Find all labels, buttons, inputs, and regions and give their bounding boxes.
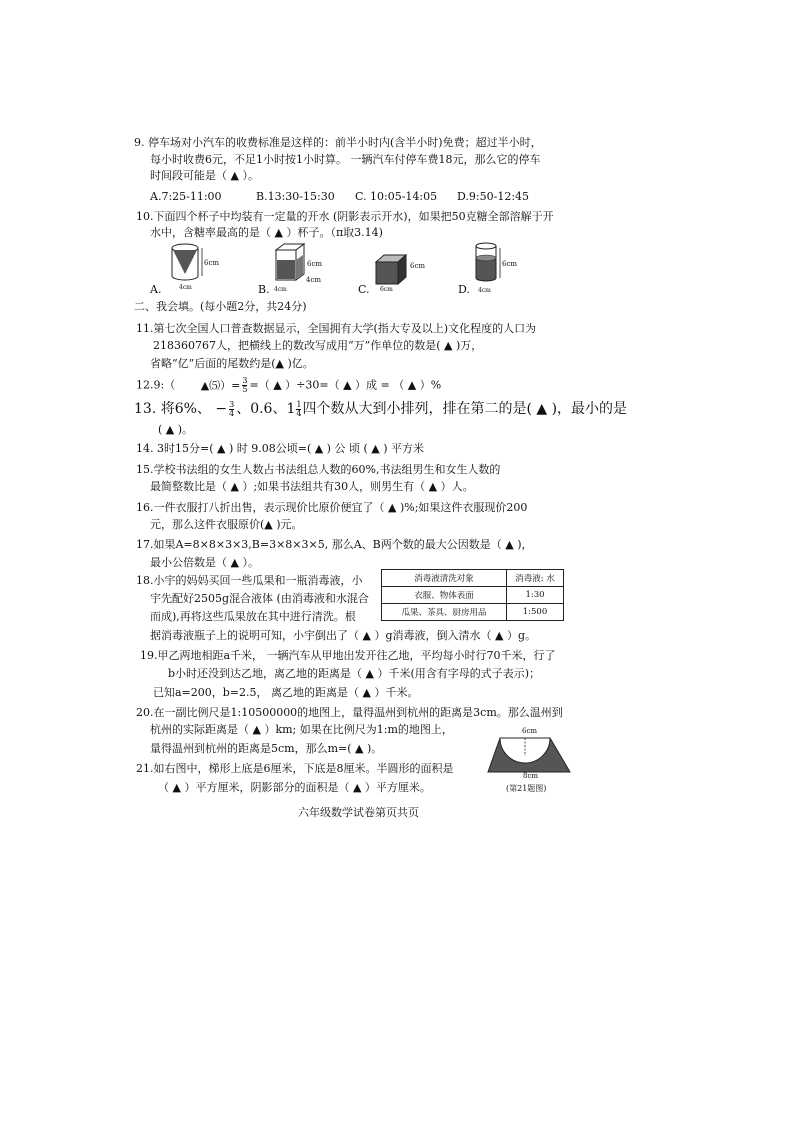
section-2-heading: 二、我会填。(每小题2分，共24分) bbox=[134, 300, 307, 313]
q19-line-3: 已知a=200，b=2.5， 离乙地的距离是（ ▲ ）千米。 bbox=[153, 686, 419, 699]
q18-line-3: 而成),再将这些瓜果放在其中进行清洗。根 bbox=[150, 610, 356, 623]
table-cell-object: 衣服、物体表面 bbox=[382, 587, 507, 604]
q9-option-c: C. 10:05-14:05 bbox=[355, 190, 438, 203]
cup-d-height: 6cm bbox=[502, 260, 518, 268]
cup-b-depth: 4cm bbox=[306, 276, 322, 284]
q13-prefix: 13. 将6%、 − bbox=[134, 401, 228, 417]
cup-c-height: 6cm bbox=[410, 262, 426, 270]
cup-a-figure bbox=[165, 242, 227, 292]
cup-c-figure bbox=[372, 250, 434, 292]
q17-line-2: 最小公倍数是（ ▲ ）。 bbox=[150, 556, 259, 569]
cup-d-width: 4cm bbox=[478, 287, 491, 294]
table-row bbox=[382, 587, 564, 604]
disinfectant-ratio-table bbox=[381, 569, 564, 621]
q13-middle: 、0.6、1 bbox=[236, 401, 296, 417]
q10-label-b: B. bbox=[258, 283, 270, 296]
q11-line-1: 11.第七次全国人口普查数据显示，全国拥有大学(指大专及以上)文化程度的人口为 bbox=[136, 322, 537, 335]
q12-fraction bbox=[242, 377, 247, 394]
q9-line-2: 每小时收费6元，不足1小时按1小时算。 一辆汽车付停车费18元，那么它的停车 bbox=[150, 153, 541, 166]
cup-a-width: 4cm bbox=[179, 284, 192, 291]
q16-line-2: 元，那么这件衣服原价(▲ )元。 bbox=[150, 518, 303, 531]
q13-rest: 四个数从大到小排列，排在第二的是( ▲ )，最小的是 bbox=[302, 401, 628, 417]
q11-line-2: 218360767人，把横线上的数改写成用“万”作单位的数是( ▲ )万， bbox=[153, 339, 483, 352]
q21-trapezoid-figure bbox=[482, 722, 578, 802]
q18-line-2: 宇先配好2505g混合液体 (由消毒液和水混合 bbox=[150, 592, 369, 605]
q13-fraction-2-denominator: 4 bbox=[296, 408, 302, 418]
q10-label-c: C. bbox=[358, 283, 370, 296]
q17-line-1: 17.如果A=8×8×3×3,B=3×8×3×5, 那么A、B两个数的最大公因数是（ ▲ )， bbox=[136, 538, 533, 551]
q9-line-3: 时间段可能是（ ▲ ）。 bbox=[150, 169, 259, 182]
q12-fraction-numerator: 3 bbox=[242, 376, 248, 385]
q21-figure-caption: (第21题图) bbox=[506, 784, 547, 793]
q13-fraction-1-denominator: 4 bbox=[229, 408, 235, 418]
q10-label-a: A. bbox=[150, 283, 162, 296]
q19-line-2: b小时还没到达乙地，离乙地的距离是（ ▲ ）千米(用含有字母的式子表示)； bbox=[168, 667, 541, 680]
q10-label-d: D. bbox=[458, 283, 470, 296]
table-cell-ratio: 1:30 bbox=[507, 587, 564, 604]
q12-blank-1: ▲⑸）= bbox=[197, 378, 241, 392]
q18-line-4: 据消毒液瓶子上的说明可知，小宇倒出了（ ▲ ）g消毒液，倒入清水（ ▲ ）g。 bbox=[150, 629, 536, 642]
q10-line-2: 水中，含糖率最高的是（ ▲ ）杯子。（π取3.14) bbox=[150, 226, 383, 239]
q9-option-b: B.13:30-15:30 bbox=[256, 190, 335, 203]
table-header-object: 消毒液清洗对象 bbox=[382, 570, 507, 587]
q12-fraction-denominator: 5 bbox=[242, 385, 248, 394]
q13-fraction-2 bbox=[296, 401, 301, 418]
q18-line-1: 18.小宇的妈妈买回一些瓜果和一瓶消毒液，小 bbox=[136, 574, 363, 587]
q12-rest: =（ ▲ ）÷30=（ ▲ ）成 = （ ▲ ）% bbox=[249, 378, 442, 392]
cup-b-height: 6cm bbox=[307, 260, 323, 268]
q12-line bbox=[136, 377, 441, 394]
cup-b-figure bbox=[270, 240, 336, 292]
q21-line-1: 21.如右图中，梯形上底是6厘米，下底是8厘米。半圆形的面积是 bbox=[136, 762, 454, 775]
q15-line-2: 最简整数比是（ ▲ ）;如果书法组共有30人，则男生有（ ▲ ）人。 bbox=[150, 480, 474, 493]
table-cell-object: 瓜果、茶具、厨房用品 bbox=[382, 604, 507, 621]
q13-line-1 bbox=[134, 400, 627, 418]
q13-line-2: ( ▲ )。 bbox=[158, 423, 194, 436]
q10-line-1: 10.下面四个杯子中均装有一定量的开水 (阴影表示开水)，如果把50克糖全部溶解于开 bbox=[136, 210, 554, 223]
q9-line-1: 9. 停车场对小汽车的收费标准是这样的：前半小时内(含半小时)免费；超过半小时， bbox=[134, 136, 542, 149]
q9-option-a: A.7:25-11:00 bbox=[150, 190, 222, 203]
q13-fraction-2-numerator: 1 bbox=[296, 399, 302, 409]
cup-c-width: 6cm bbox=[380, 286, 393, 292]
q13-fraction-1-numerator: 3 bbox=[229, 399, 235, 409]
cup-d-figure bbox=[470, 240, 532, 294]
q21-top-base-label: 6cm bbox=[522, 727, 538, 735]
q13-fraction-1 bbox=[229, 401, 234, 418]
q21-bottom-base-label: 8cm bbox=[523, 772, 539, 780]
table-cell-ratio: 1:500 bbox=[507, 604, 564, 621]
q11-line-3: 省略“亿”后面的尾数约是(▲ )亿。 bbox=[150, 357, 314, 370]
q16-line-1: 16.一件衣服打八折出售，表示现价比原价便宜了（ ▲ )%;如果这件衣服现价200 bbox=[136, 501, 528, 514]
table-header-ratio: 消毒液: 水 bbox=[507, 570, 564, 587]
table-header-row bbox=[382, 570, 564, 587]
table-row bbox=[382, 604, 564, 621]
q20-line-3: 量得温州到杭州的距离是5cm，那么m=( ▲ )。 bbox=[150, 742, 383, 755]
q19-line-1: 19.甲乙两地相距a千米， 一辆汽车从甲地出发开往乙地，平均每小时行70千米，行了 bbox=[140, 649, 556, 662]
q21-line-2: （ ▲ ）平方厘米，阴影部分的面积是（ ▲ ）平方厘米。 bbox=[158, 781, 431, 794]
cup-b-width: 4cm bbox=[274, 286, 287, 292]
q14-line: 14. 3时15分=( ▲ ) 时 9.08公顷=( ▲ ) 公 顷 ( ▲ ) 平方米 bbox=[136, 442, 424, 455]
q15-line-1: 15.学校书法组的女生人数占书法组总人数的60%,书法组男生和女生人数的 bbox=[136, 463, 501, 476]
q12-prefix: 12.9:（ bbox=[136, 378, 176, 392]
q20-line-1: 20.在一副比例尺是1:10500000的地图上，量得温州到杭州的距离是3cm。那么温州到 bbox=[136, 706, 563, 719]
page-footer: 六年级数学试卷第页共页 bbox=[298, 806, 419, 819]
q9-option-d: D.9:50-12:45 bbox=[457, 190, 530, 203]
q20-line-2: 杭州的实际距离是（ ▲ ）km; 如果在比例尺为1:m的地图上， bbox=[150, 723, 453, 736]
cup-a-height: 6cm bbox=[204, 259, 220, 267]
